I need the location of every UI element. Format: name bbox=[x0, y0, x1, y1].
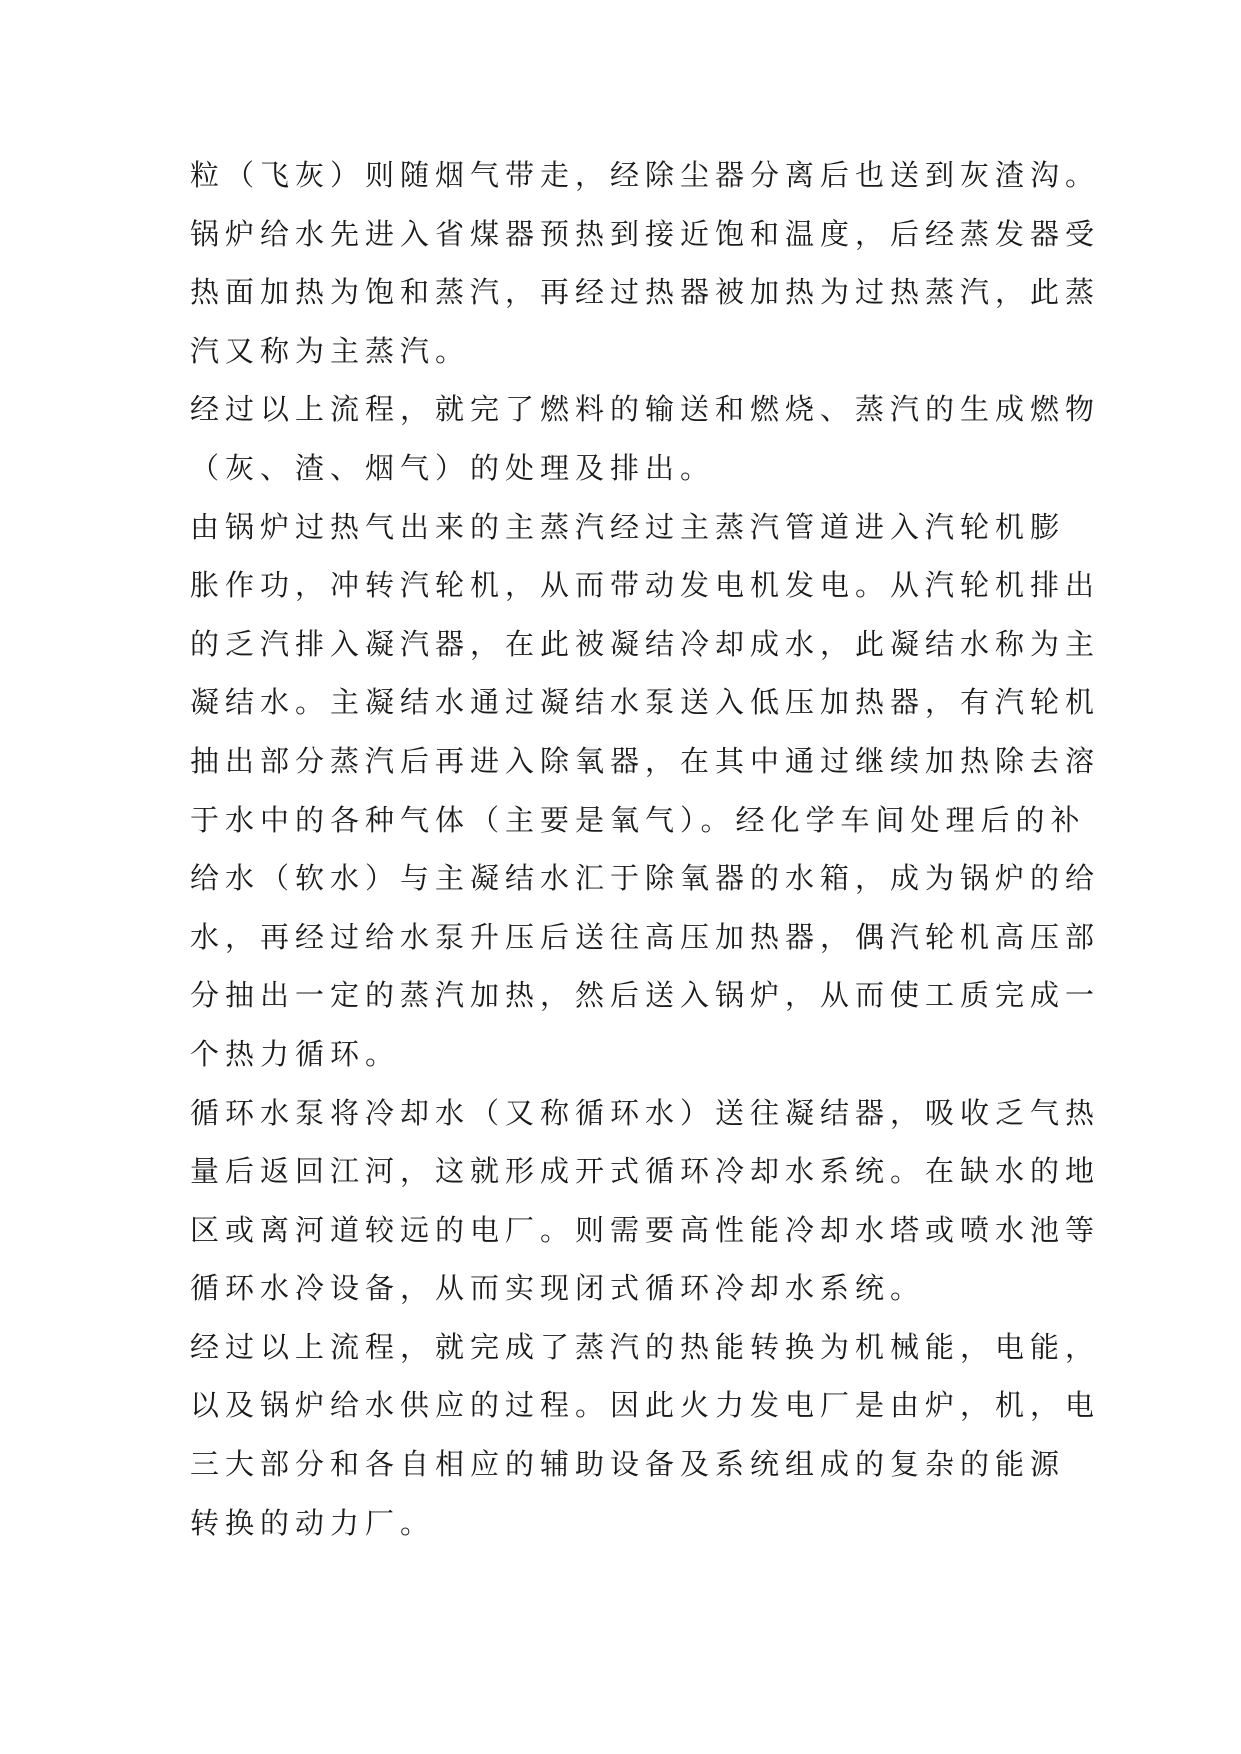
text-line: 转换的动力厂。 bbox=[190, 1505, 436, 1540]
paragraph-5 bbox=[190, 1318, 1101, 1552]
paragraph-4 bbox=[190, 1084, 1101, 1318]
text-line: 粒（飞灰）则随烟气带走，经除尘器分离后也送到灰渣沟。 bbox=[190, 158, 1101, 192]
text-line: 汽又称为主蒸汽。 bbox=[190, 333, 471, 368]
text-line: 胀作功，冲转汽轮机，从而带动发电机发电。从汽轮机排出 bbox=[190, 568, 1101, 603]
paragraph-3 bbox=[190, 498, 1101, 1084]
text-line: 循环水冷设备，从而实现闭式循环冷却水系统。 bbox=[190, 1271, 926, 1306]
text-line: 锅炉给水先进入省煤器预热到接近饱和温度，后经蒸发器受 bbox=[190, 216, 1101, 251]
document-body bbox=[190, 146, 1101, 1552]
text-line: 水，再经过给水泵升压后送往高压加热器，偶汽轮机高压部 bbox=[190, 919, 1101, 954]
text-line: 的乏汽排入凝汽器，在此被凝结冷却成水，此凝结水称为主 bbox=[190, 626, 1101, 661]
text-line: 给水（软水）与主凝结水汇于除氧器的水箱，成为锅炉的给 bbox=[190, 861, 1101, 896]
paragraph-1 bbox=[190, 146, 1101, 380]
text-line: 热面加热为饱和蒸汽，再经过热器被加热为过热蒸汽，此蒸 bbox=[190, 275, 1101, 310]
text-line: 凝结水。主凝结水通过凝结水泵送入低压加热器，有汽轮机 bbox=[190, 685, 1101, 720]
text-line: 于水中的各种气体（主要是氧气）。经化学车间处理后的补 bbox=[190, 802, 1086, 837]
text-line: 三大部分和各自相应的辅助设备及系统组成的复杂的能源 bbox=[190, 1447, 1066, 1482]
text-line: 循环水泵将冷却水（又称循环水）送往凝结器，吸收乏气热 bbox=[190, 1095, 1101, 1130]
text-line: 抽出部分蒸汽后再进入除氧器，在其中通过继续加热除去溶 bbox=[190, 743, 1101, 778]
text-line: 经过以上流程，就完成了蒸汽的热能转换为机械能，电能， bbox=[190, 1329, 1101, 1364]
text-line: 个热力循环。 bbox=[190, 1036, 401, 1071]
text-line: 量后返回江河，这就形成开式循环冷却水系统。在缺水的地 bbox=[190, 1154, 1101, 1189]
text-line: 区或离河道较远的电厂。则需要高性能冷却水塔或喷水池等 bbox=[190, 1212, 1101, 1247]
text-line: 由锅炉过热气出来的主蒸汽经过主蒸汽管道进入汽轮机膨 bbox=[190, 509, 1066, 544]
text-line: （灰、渣、烟气）的处理及排出。 bbox=[190, 450, 716, 485]
text-line: 经过以上流程，就完了燃料的输送和燃烧、蒸汽的生成燃物 bbox=[190, 392, 1101, 427]
text-line: 分抽出一定的蒸汽加热，然后送入锅炉，从而使工质完成一 bbox=[190, 978, 1101, 1013]
paragraph-2 bbox=[190, 380, 1101, 497]
text-line: 以及锅炉给水供应的过程。因此火力发电厂是由炉，机，电 bbox=[190, 1388, 1101, 1423]
